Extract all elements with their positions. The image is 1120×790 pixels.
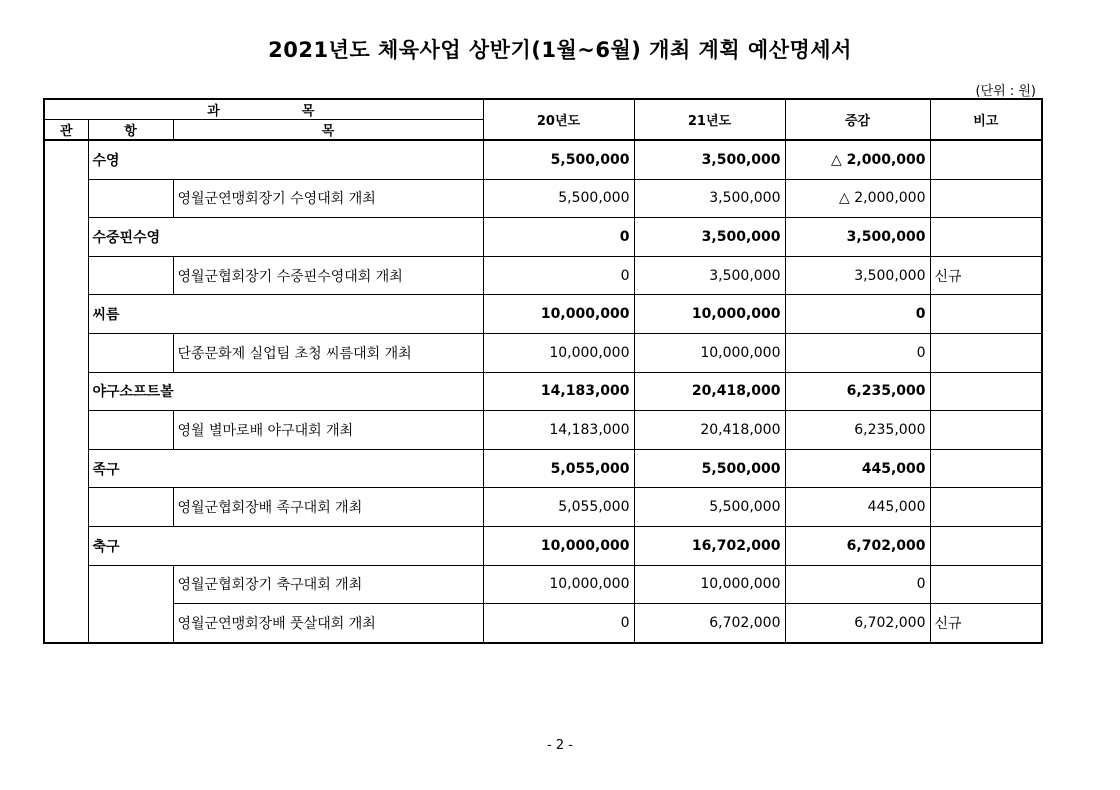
item-name: 영월 별마로배 야구대회 개최 [173, 411, 483, 450]
budget-table [43, 98, 1043, 644]
section-y21: 10,000,000 [634, 295, 785, 334]
item-diff: 0 [785, 333, 930, 372]
section-diff: 0 [785, 295, 930, 334]
item-y20: 5,500,000 [483, 179, 634, 218]
hang-cell [88, 411, 173, 450]
section-y21: 3,500,000 [634, 140, 785, 179]
section-y20: 10,000,000 [483, 295, 634, 334]
item-note [930, 333, 1042, 372]
header-diff: 증감 [785, 99, 930, 140]
item-diff: 0 [785, 565, 930, 604]
item-y21: 6,702,000 [634, 604, 785, 643]
item-diff: △ 2,000,000 [785, 179, 930, 218]
hang-cell [88, 333, 173, 372]
item-row [44, 256, 1042, 295]
unit-label: (단위 : 원) [975, 84, 1036, 99]
item-name: 영월군협회장기 수중핀수영대회 개최 [173, 256, 483, 295]
header-note: 비고 [930, 99, 1042, 140]
item-row [44, 411, 1042, 450]
item-y21: 20,418,000 [634, 411, 785, 450]
section-y21: 20,418,000 [634, 372, 785, 411]
section-note [930, 295, 1042, 334]
section-row [44, 526, 1042, 565]
section-note [930, 140, 1042, 179]
header-y20: 20년도 [483, 99, 634, 140]
section-row [44, 140, 1042, 179]
section-note [930, 372, 1042, 411]
section-row [44, 449, 1042, 488]
item-y21: 3,500,000 [634, 256, 785, 295]
header-subject: 과 목 [44, 99, 483, 120]
section-diff: △ 2,000,000 [785, 140, 930, 179]
section-name: 씨름 [88, 295, 483, 334]
section-row [44, 372, 1042, 411]
item-y20: 10,000,000 [483, 333, 634, 372]
item-name: 영월군협회장기 축구대회 개최 [173, 565, 483, 604]
section-name: 수영 [88, 140, 483, 179]
item-name: 단종문화제 실업팀 초청 씨름대회 개최 [173, 333, 483, 372]
section-name: 수중핀수영 [88, 218, 483, 257]
header-hang: 항 [88, 120, 173, 141]
item-note: 신규 [930, 256, 1042, 295]
header-mok: 목 [173, 120, 483, 141]
item-row [44, 333, 1042, 372]
item-note [930, 565, 1042, 604]
page-title: 2021년도 체육사업 상반기(1월~6월) 개최 계획 예산명세서 [268, 38, 852, 62]
item-y21: 10,000,000 [634, 565, 785, 604]
header-y21: 21년도 [634, 99, 785, 140]
section-y20: 5,500,000 [483, 140, 634, 179]
section-row [44, 295, 1042, 334]
item-note [930, 488, 1042, 527]
item-note [930, 411, 1042, 450]
table-body [44, 140, 1042, 643]
item-y21: 5,500,000 [634, 488, 785, 527]
item-y20: 0 [483, 256, 634, 295]
section-note [930, 449, 1042, 488]
item-row [44, 565, 1042, 604]
section-name: 족구 [88, 449, 483, 488]
section-diff: 445,000 [785, 449, 930, 488]
section-diff: 3,500,000 [785, 218, 930, 257]
section-y21: 16,702,000 [634, 526, 785, 565]
section-diff: 6,702,000 [785, 526, 930, 565]
item-name: 영월군협회장배 족구대회 개최 [173, 488, 483, 527]
section-row [44, 218, 1042, 257]
hang-cell [88, 256, 173, 295]
section-y20: 10,000,000 [483, 526, 634, 565]
item-y20: 14,183,000 [483, 411, 634, 450]
hang-cell [88, 179, 173, 218]
item-note: 신규 [930, 604, 1042, 643]
item-y20: 5,055,000 [483, 488, 634, 527]
hang-cell [88, 488, 173, 527]
item-diff: 6,235,000 [785, 411, 930, 450]
item-row [44, 488, 1042, 527]
item-diff: 6,702,000 [785, 604, 930, 643]
gwan-cell [44, 140, 88, 643]
section-y20: 5,055,000 [483, 449, 634, 488]
section-diff: 6,235,000 [785, 372, 930, 411]
header-gwan: 관 [44, 120, 88, 141]
section-note [930, 526, 1042, 565]
section-note [930, 218, 1042, 257]
item-row [44, 179, 1042, 218]
section-y20: 14,183,000 [483, 372, 634, 411]
hang-cell [88, 565, 173, 643]
section-name: 야구소프트볼 [88, 372, 483, 411]
item-y20: 10,000,000 [483, 565, 634, 604]
item-name: 영월군연맹회장기 수영대회 개최 [173, 179, 483, 218]
section-y20: 0 [483, 218, 634, 257]
section-y21: 3,500,000 [634, 218, 785, 257]
item-y20: 0 [483, 604, 634, 643]
item-note [930, 179, 1042, 218]
item-y21: 10,000,000 [634, 333, 785, 372]
page-number: - 2 - [547, 738, 573, 753]
item-row [44, 604, 1042, 643]
item-diff: 3,500,000 [785, 256, 930, 295]
item-diff: 445,000 [785, 488, 930, 527]
section-y21: 5,500,000 [634, 449, 785, 488]
item-name: 영월군연맹회장배 풋살대회 개최 [173, 604, 483, 643]
item-y21: 3,500,000 [634, 179, 785, 218]
section-name: 축구 [88, 526, 483, 565]
